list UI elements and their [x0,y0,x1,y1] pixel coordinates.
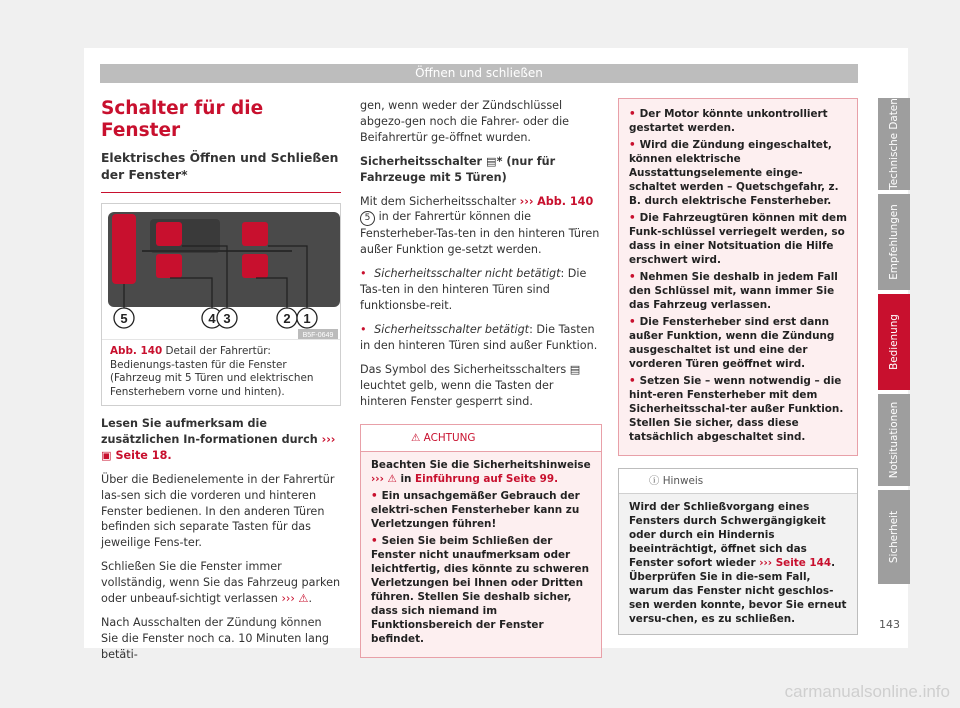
callout-ref-5: 5 [360,211,375,226]
info-icon: ⓘ [649,475,660,487]
warning-intro: Beachten Sie die Sicherheitshinweise ››› ⚠ in Einführung auf Seite 99. [371,458,591,485]
section-header: Öffnen und schließen [100,64,858,83]
paragraph-symbol: Das Symbol des Sicherheitsschalters ▤ leuchtet gelb, wenn die Tasten der hinteren Fenster gesperrt sind. [360,362,581,408]
paragraph-continued: gen, wenn weder der Zündschlüssel abgezo-gen noch die Fahrer- oder die Beifahrertür ge-öffnet wurden. [360,99,570,144]
page-title: Schalter für die Fenster [101,98,264,141]
note-body: Wird der Schließvorgang eines Fensters durch Schwergängigkeit oder durch ein Hindernis beeinträchtigt, öffnet sich das Fenster sofort wieder ››› Seite 144. Überprüfen Sie in die-sem Fall, warum das Fenster nicht geschlos-sen werden konnte, bevor Sie erneut versu-chen, es zu schließen. [629,501,847,625]
warning-box-continued [618,98,858,456]
caption-text: Detail der Fahrertür: Bedienungs-tasten für die Fenster (Fahrzeug mit 5 Türen und elektrischen Fensterhebern vorne und hinten). [110,345,314,398]
switch-front-right [242,222,268,246]
intro-paragraph: Lesen Sie aufmerksam die zusätzlichen In-formationen durch ››› ▣ Seite 18. [101,417,336,462]
warning-body-continued [619,99,857,455]
book-icon: ▣ [101,448,112,462]
arrow-ref-icon: ››› [321,432,336,446]
warning-item: • Seien Sie beim Schließen der Fenster nicht unaufmerksam oder leichtfertig, dies könnte zu schweren Verletzungen bei Ihnen oder Dritten führen. Stellen Sie deshalb sicher, dass sich niemand im Funktionsbereich der Fenster befindet. [371,534,591,646]
note-header [619,469,857,494]
intro-page-link[interactable]: Seite 18. [115,448,172,462]
child-lock-switch [112,214,136,284]
warning-header [361,425,601,452]
callout-3: 3 [223,311,231,326]
column-1 [101,98,341,671]
tab-empfehlungen[interactable]: Empfehlungen [878,194,910,290]
warning-triangle-icon: ⚠ [387,472,397,485]
figure-caption [102,340,340,405]
warning-item: • Wird die Zündung eingeschaltet, können elektrische Ausstattungselemente einge-schaltet werden – Quetschgefahr, z. B. durch elektrische Fensterheber. [629,138,847,208]
car-window-icon: ▤ [569,362,581,376]
warning-item: • Setzen Sie – wenn notwendig – die hint-eren Fensterheber mit dem Sicherheitsschal-ter außer Funktion. Stellen Sie sicher, dass diese tatsächlich abgeschaltet sind. [629,374,847,444]
column-3 [618,98,858,635]
warning-item: • Ein unsachgemäßer Gebrauch der elektri-schen Fensterheber kann zu Verletzungen führen! [371,489,591,531]
bullet-switch-on: • Sicherheitsschalter betätigt: Die Tasten in den hinteren Türen sind außer Funktion. [360,322,602,354]
warning-title: ACHTUNG [423,431,476,444]
paragraph-close-windows: Schließen Sie die Fenster immer vollständig, wenn Sie das Fahrzeug parken oder unbeauf-sichtigt verlassen ››› ⚠. [101,560,341,606]
tab-sicherheit[interactable]: Sicherheit [878,490,910,584]
warning-body [361,452,601,657]
arrow-ref-icon: ››› [759,557,773,569]
note-page-link[interactable]: Seite 144 [775,557,832,569]
arrow-ref-icon: ››› [519,194,534,208]
figure-code: B5F-0649 [302,332,334,339]
callout-2: 2 [283,311,291,326]
title-divider [101,192,341,193]
warning-item: • Die Fahrzeugtüren können mit dem Funk-schlüssel verriegelt werden, so dass in einer Notsituation die Hilfe erschwert wird. [629,211,847,267]
warning-item: • Nehmen Sie deshalb in jedem Fall den Schlüssel mit, wann immer Sie das Fahrzeug verlassen. [629,270,847,312]
paragraph-safety-switch: Mit dem Sicherheitsschalter ››› Abb. 140 5 in der Fahrertür können die Fensterheber-Tas-ten in den hinteren Türen außer Funktion ge-setzt werden. [360,194,600,257]
chapter-tabs [878,98,910,584]
switch-rear-right [242,254,268,278]
note-title: Hinweis [662,475,704,487]
warning-triangle-icon: ⚠ [298,592,309,606]
callout-4: 4 [208,311,216,326]
paragraph-after-ignition: Nach Ausschalten der Zündung können Sie die Fenster noch ca. 10 Minuten lang betäti- [101,615,330,661]
warning-box [360,424,602,658]
tab-bedienung[interactable]: Bedienung [878,294,910,390]
page-number: 143 [879,618,900,631]
switch-panel-drawing [102,204,340,339]
arrow-ref-icon: ››› [371,472,384,485]
figure-ref-link[interactable]: Abb. 140 [537,194,594,208]
tab-technische-daten[interactable]: Technische Daten [878,98,910,190]
safety-switch-heading: Sicherheitsschalter ▤* (nur für Fahrzeuge mit 5 Türen) [360,154,556,184]
warning-triangle-icon: ⚠ [411,431,421,444]
section-subtitle: Elektrisches Öffnen und Schließen der Fenster* [101,151,339,182]
bullet-switch-off: • Sicherheitsschalter nicht betätigt: Die Tas-ten in den hinteren Türen sind funktionsbe-reit. [360,266,602,314]
figure-140 [101,203,341,406]
warning-page-link[interactable]: Einführung auf Seite 99. [415,472,559,485]
warning-item: • Der Motor könnte unkontrolliert gestartet werden. [629,107,847,135]
callout-5: 5 [120,311,128,326]
switch-rear-left [156,254,182,278]
window-switch-illustration [102,204,340,340]
watermark: carmanualsonline.info [784,682,950,701]
column-2 [360,98,602,658]
warning-item: • Die Fensterheber sind erst dann außer Funktion, wenn die Zündung ausgeschaltet ist und eine der vorderen Türen geöffnet wird. [629,315,847,371]
car-window-icon: ▤ [486,154,497,168]
arrow-ref-icon: ››› [281,592,295,606]
switch-front-left [156,222,182,246]
tab-notsituationen[interactable]: Notsituationen [878,394,910,486]
caption-label: Abb. 140 [110,345,163,357]
callout-1: 1 [303,311,311,326]
note-box [618,468,858,635]
paragraph-controls: Über die Bedienelemente in der Fahrertür las-sen sich die vorderen und hinteren Fenster bedienen. In den anderen Türen befinden sich separate Tasten für das jeweilige Fens-ter. [101,472,335,550]
